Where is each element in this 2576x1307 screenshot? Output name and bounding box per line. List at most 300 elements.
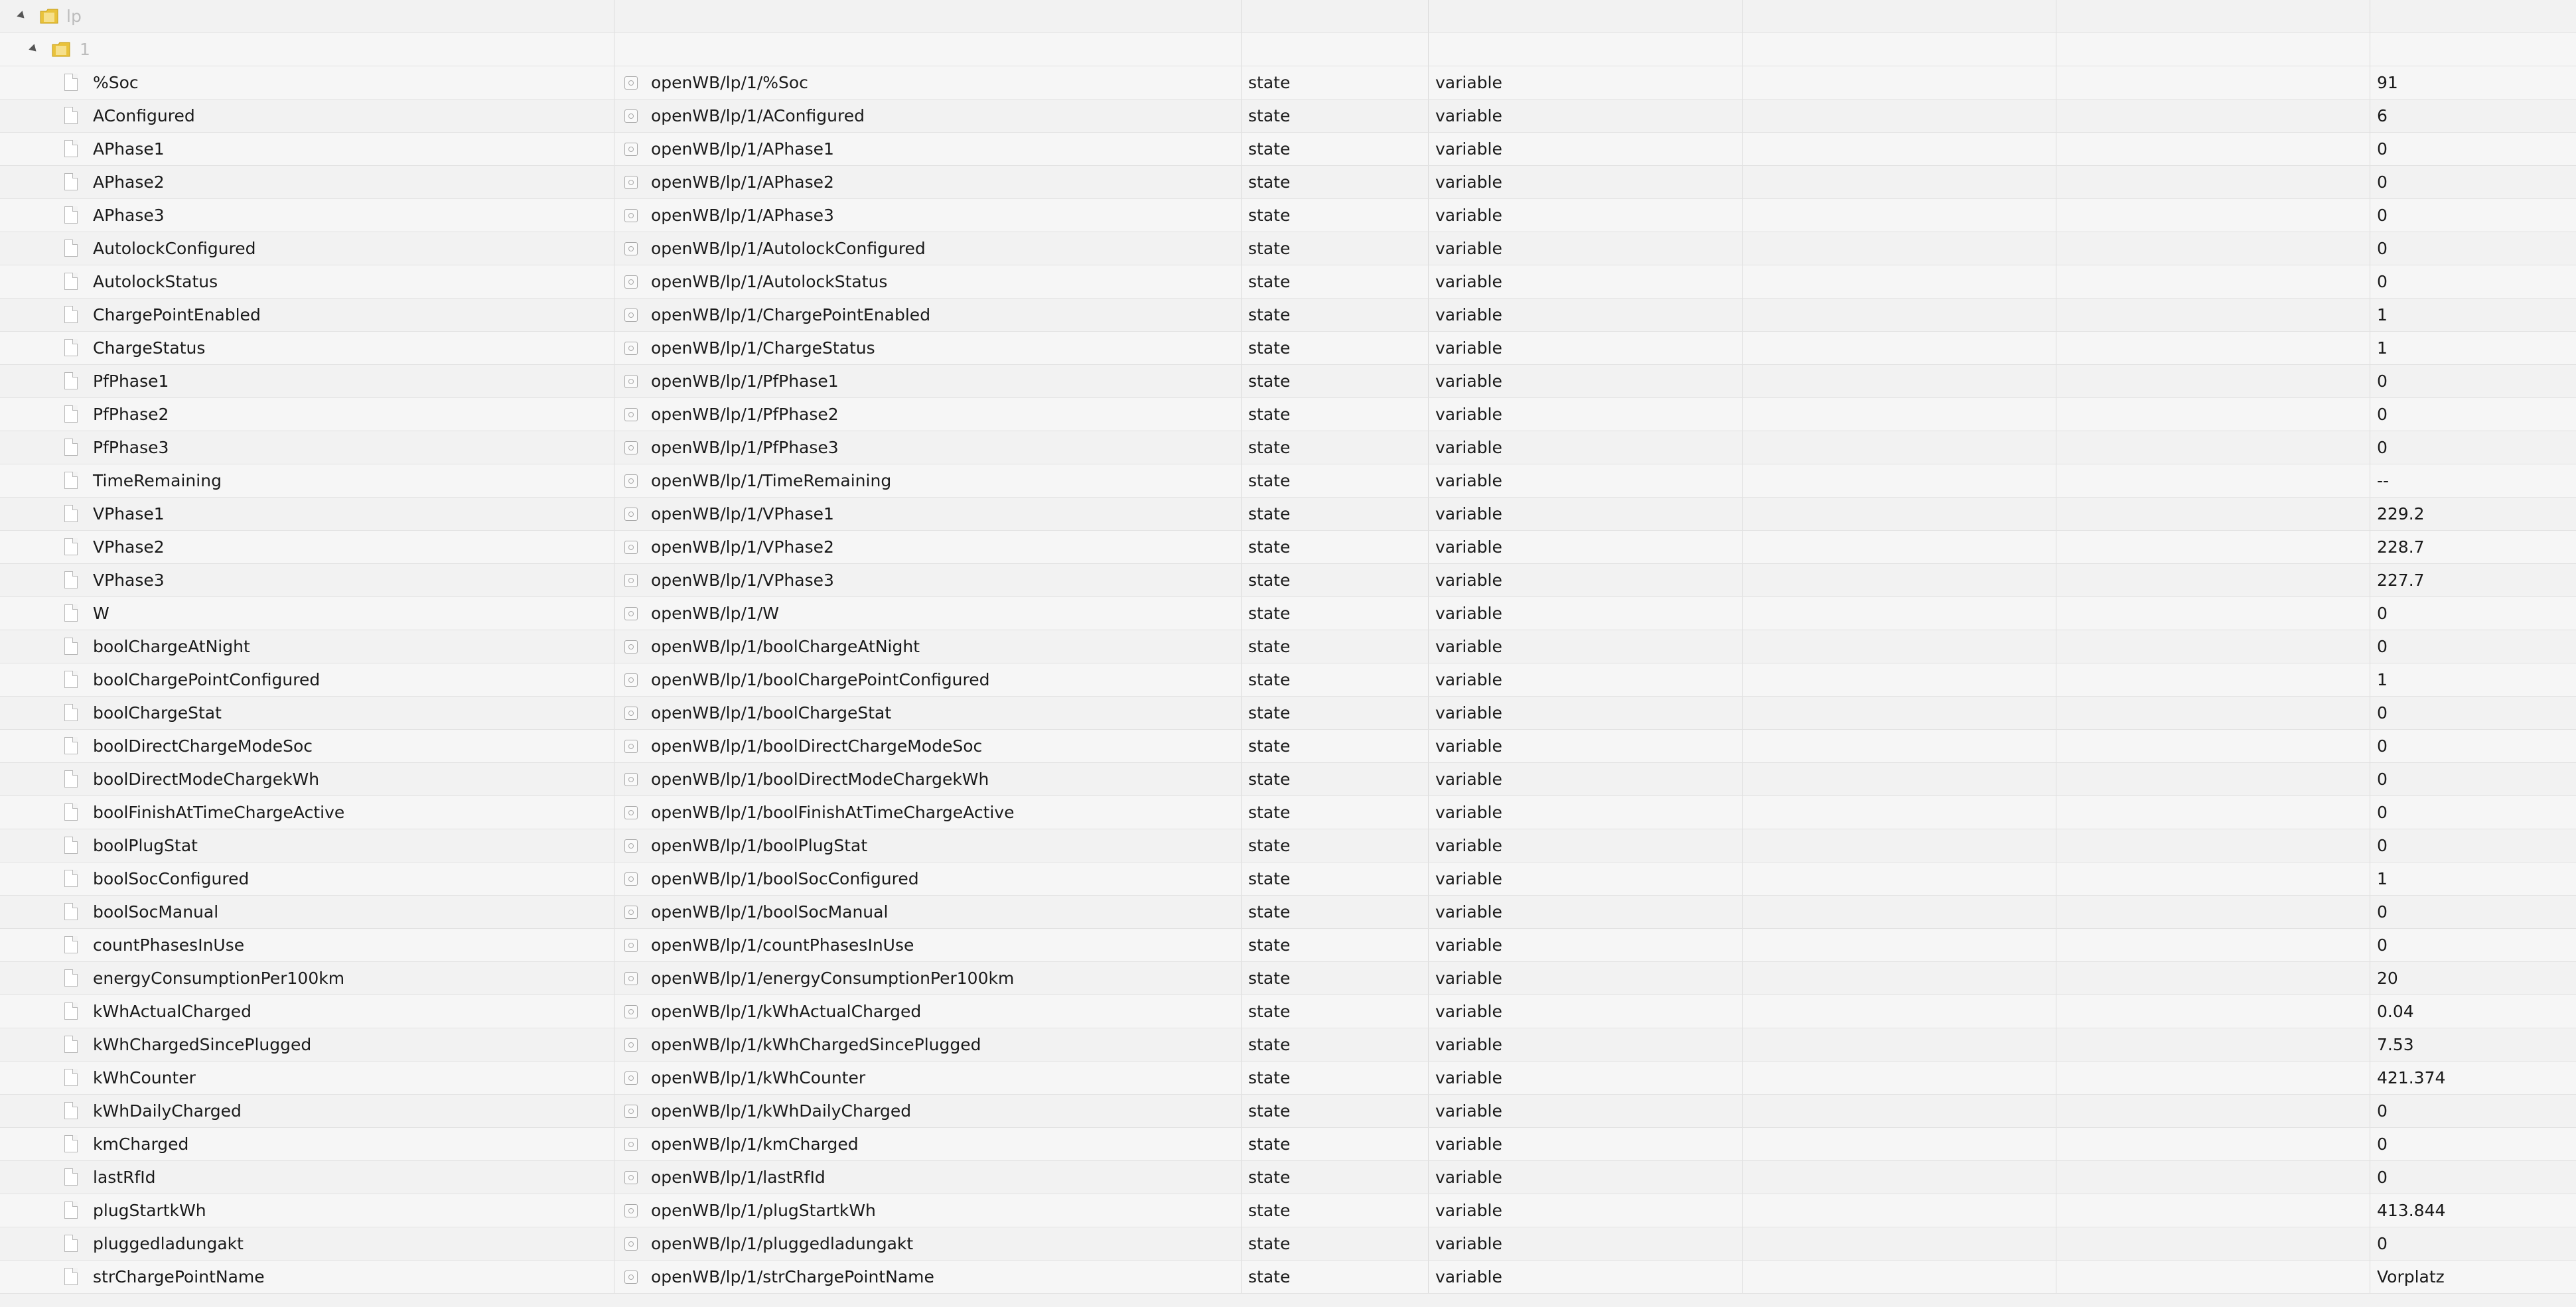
file-icon xyxy=(64,372,78,389)
state-id: openWB/lp/1/lastRfId xyxy=(651,1168,825,1187)
state-value: 227.7 xyxy=(2377,571,2425,590)
table-row[interactable] xyxy=(0,796,2576,829)
value-cell[interactable] xyxy=(2370,133,2576,165)
name-cell xyxy=(0,1227,614,1260)
state-role: state xyxy=(1248,803,1291,822)
file-icon xyxy=(64,206,78,224)
state-name: lastRfId xyxy=(93,1168,156,1187)
state-type: variable xyxy=(1435,969,1502,988)
value-cell[interactable] xyxy=(2370,1062,2576,1094)
state-role: state xyxy=(1248,969,1291,988)
state-type: variable xyxy=(1435,139,1502,159)
value-cell[interactable] xyxy=(2370,265,2576,298)
state-id: openWB/lp/1/boolDirectChargeModeSoc xyxy=(651,736,983,756)
value-cell[interactable] xyxy=(2370,431,2576,464)
table-row[interactable] xyxy=(0,1261,2576,1294)
name-cell xyxy=(0,962,614,995)
folder-label: 1 xyxy=(80,40,90,59)
value-cell[interactable] xyxy=(2370,232,2576,265)
state-value: 0 xyxy=(2377,902,2388,922)
role-cell xyxy=(1242,1261,1429,1293)
table-row[interactable] xyxy=(0,66,2576,100)
state-type: variable xyxy=(1435,338,1502,358)
state-id: openWB/lp/1/PfPhase3 xyxy=(651,438,839,457)
table-row[interactable] xyxy=(0,431,2576,464)
state-name: VPhase2 xyxy=(93,537,165,557)
id-cell xyxy=(614,100,1242,132)
state-type: variable xyxy=(1435,504,1502,523)
id-cell xyxy=(614,199,1242,232)
empty-cell xyxy=(2056,995,2370,1028)
value-cell[interactable] xyxy=(2370,1194,2576,1227)
name-cell xyxy=(0,498,614,530)
value-cell[interactable] xyxy=(2370,531,2576,563)
role-cell xyxy=(1242,265,1429,298)
type-cell xyxy=(1429,896,1743,928)
empty-cell xyxy=(1743,697,2056,729)
table-row[interactable] xyxy=(0,829,2576,862)
role-cell xyxy=(1242,663,1429,696)
value-cell[interactable] xyxy=(2370,597,2576,630)
table-row[interactable] xyxy=(0,1095,2576,1128)
state-type: variable xyxy=(1435,405,1502,424)
state-name: APhase3 xyxy=(93,206,165,225)
state-value: 0 xyxy=(2377,703,2388,722)
value-cell[interactable] xyxy=(2370,365,2576,397)
table-row[interactable] xyxy=(0,862,2576,896)
role-cell xyxy=(1242,597,1429,630)
type-cell xyxy=(1429,630,1743,663)
state-role: state xyxy=(1248,206,1291,225)
empty-cell xyxy=(1743,498,2056,530)
role-cell xyxy=(1242,1062,1429,1094)
empty-cell xyxy=(2056,1062,2370,1094)
state-rows xyxy=(0,66,2576,1294)
state-role: state xyxy=(1248,637,1291,656)
empty-cell xyxy=(2056,663,2370,696)
role-cell xyxy=(1242,829,1429,862)
value-cell[interactable] xyxy=(2370,896,2576,928)
type-cell xyxy=(1429,332,1743,364)
state-value: 0 xyxy=(2377,1234,2388,1253)
object-icon xyxy=(624,242,638,255)
table-row[interactable] xyxy=(0,1227,2576,1261)
state-id: openWB/lp/1/%Soc xyxy=(651,73,808,92)
folder-icon xyxy=(40,9,58,24)
state-value: 0 xyxy=(2377,604,2388,623)
state-type: variable xyxy=(1435,637,1502,656)
state-type: variable xyxy=(1435,1267,1502,1286)
table-row[interactable] xyxy=(0,365,2576,398)
object-icon xyxy=(624,474,638,488)
type-cell xyxy=(1429,1161,1743,1194)
empty-cell xyxy=(1743,398,2056,431)
state-value: 0 xyxy=(2377,736,2388,756)
empty-cell xyxy=(2056,929,2370,961)
object-icon xyxy=(624,972,638,985)
object-icon xyxy=(624,1271,638,1284)
value-cell[interactable] xyxy=(2370,332,2576,364)
name-cell xyxy=(0,730,614,762)
name-cell xyxy=(0,332,614,364)
table-row[interactable] xyxy=(0,962,2576,995)
name-cell xyxy=(0,763,614,795)
file-icon xyxy=(64,140,78,157)
state-role: state xyxy=(1248,1267,1291,1286)
state-role: state xyxy=(1248,106,1291,125)
file-icon xyxy=(64,439,78,456)
table-row[interactable] xyxy=(0,896,2576,929)
state-id: openWB/lp/1/TimeRemaining xyxy=(651,471,892,490)
value-cell[interactable] xyxy=(2370,862,2576,895)
id-cell xyxy=(614,431,1242,464)
state-role: state xyxy=(1248,1201,1291,1220)
state-id: openWB/lp/1/kWhDailyCharged xyxy=(651,1101,912,1121)
id-cell xyxy=(614,663,1242,696)
state-type: variable xyxy=(1435,935,1502,955)
table-row[interactable] xyxy=(0,663,2576,697)
file-icon xyxy=(64,604,78,622)
role-cell xyxy=(1242,796,1429,829)
state-value: 421.374 xyxy=(2377,1068,2446,1087)
role-cell xyxy=(1242,498,1429,530)
state-value: 0 xyxy=(2377,803,2388,822)
state-name: ChargePointEnabled xyxy=(93,305,261,324)
value-cell[interactable] xyxy=(2370,829,2576,862)
role-cell xyxy=(1242,697,1429,729)
file-icon xyxy=(64,306,78,323)
state-role: state xyxy=(1248,372,1291,391)
id-cell xyxy=(614,929,1242,961)
state-value: 0 xyxy=(2377,172,2388,192)
role-cell xyxy=(1242,896,1429,928)
empty-cell xyxy=(2056,133,2370,165)
type-cell xyxy=(1429,398,1743,431)
table-row[interactable] xyxy=(0,398,2576,431)
empty-cell xyxy=(1743,232,2056,265)
id-cell xyxy=(614,133,1242,165)
value-cell[interactable] xyxy=(2370,1261,2576,1293)
value-cell[interactable] xyxy=(2370,299,2576,331)
state-type: variable xyxy=(1435,1101,1502,1121)
state-role: state xyxy=(1248,935,1291,955)
state-id: openWB/lp/1/W xyxy=(651,604,779,623)
name-cell xyxy=(0,299,614,331)
value-cell[interactable] xyxy=(2370,1227,2576,1260)
type-cell xyxy=(1429,1095,1743,1127)
state-type: variable xyxy=(1435,272,1502,291)
state-type: variable xyxy=(1435,703,1502,722)
empty-cell xyxy=(2056,1227,2370,1260)
type-cell xyxy=(1429,531,1743,563)
object-icon xyxy=(624,1071,638,1085)
name-cell xyxy=(0,100,614,132)
value-cell[interactable] xyxy=(2370,199,2576,232)
value-cell[interactable] xyxy=(2370,995,2576,1028)
state-type: variable xyxy=(1435,537,1502,557)
state-id: openWB/lp/1/boolPlugStat xyxy=(651,836,868,855)
table-row[interactable] xyxy=(0,597,2576,630)
name-cell xyxy=(0,33,614,66)
state-value: 0 xyxy=(2377,770,2388,789)
table-row[interactable] xyxy=(0,464,2576,498)
state-role: state xyxy=(1248,405,1291,424)
empty-cell xyxy=(1743,1028,2056,1061)
state-id: openWB/lp/1/AutolockStatus xyxy=(651,272,888,291)
state-value: 0 xyxy=(2377,438,2388,457)
state-value: 1 xyxy=(2377,305,2388,324)
state-id: openWB/lp/1/boolChargeAtNight xyxy=(651,637,920,656)
value-cell[interactable] xyxy=(2370,498,2576,530)
file-icon xyxy=(64,405,78,423)
object-icon xyxy=(624,806,638,819)
empty-cell xyxy=(1743,730,2056,762)
empty-cell xyxy=(1743,796,2056,829)
state-id: openWB/lp/1/boolChargePointConfigured xyxy=(651,670,990,689)
type-cell xyxy=(1429,763,1743,795)
id-cell xyxy=(614,332,1242,364)
object-icon xyxy=(624,872,638,886)
file-icon xyxy=(64,472,78,489)
file-icon xyxy=(64,936,78,953)
object-icon xyxy=(624,275,638,289)
state-id: openWB/lp/1/plugStartkWh xyxy=(651,1201,876,1220)
state-name: VPhase3 xyxy=(93,571,165,590)
value-cell[interactable] xyxy=(2370,630,2576,663)
state-type: variable xyxy=(1435,736,1502,756)
empty-cell xyxy=(1743,663,2056,696)
empty-cell xyxy=(1743,66,2056,99)
value-cell[interactable] xyxy=(2370,100,2576,132)
table-row[interactable] xyxy=(0,995,2576,1028)
state-name: kmCharged xyxy=(93,1135,189,1154)
state-type: variable xyxy=(1435,1135,1502,1154)
table-row[interactable] xyxy=(0,265,2576,299)
value-cell[interactable] xyxy=(2370,1095,2576,1127)
state-value: 0 xyxy=(2377,935,2388,955)
empty-cell xyxy=(2056,962,2370,995)
object-icon xyxy=(624,76,638,90)
name-cell xyxy=(0,464,614,497)
role-cell xyxy=(1242,1194,1429,1227)
table-row[interactable] xyxy=(0,730,2576,763)
name-cell xyxy=(0,398,614,431)
id-cell xyxy=(614,564,1242,596)
state-type: variable xyxy=(1435,1035,1502,1054)
object-icon xyxy=(624,673,638,687)
value-cell[interactable] xyxy=(2370,1128,2576,1160)
file-icon xyxy=(64,770,78,788)
folder-icon xyxy=(52,42,70,57)
value-cell[interactable] xyxy=(2370,166,2576,198)
role-cell xyxy=(1242,464,1429,497)
folder-row-1[interactable] xyxy=(0,33,2576,66)
type-cell xyxy=(1429,365,1743,397)
empty-cell xyxy=(1743,299,2056,331)
file-icon xyxy=(64,538,78,555)
value-cell[interactable] xyxy=(2370,1161,2576,1194)
empty-cell xyxy=(2056,1128,2370,1160)
empty-cell xyxy=(2056,730,2370,762)
state-name: energyConsumptionPer100km xyxy=(93,969,345,988)
name-cell xyxy=(0,133,614,165)
value-cell[interactable] xyxy=(2370,564,2576,596)
value-cell[interactable] xyxy=(2370,697,2576,729)
table-row[interactable] xyxy=(0,133,2576,166)
state-type: variable xyxy=(1435,372,1502,391)
type-cell xyxy=(1429,929,1743,961)
state-value: 0 xyxy=(2377,1168,2388,1187)
id-cell xyxy=(614,464,1242,497)
value-cell[interactable] xyxy=(2370,1028,2576,1061)
state-name: AutolockConfigured xyxy=(93,239,256,258)
value-cell[interactable] xyxy=(2370,730,2576,762)
role-cell xyxy=(1242,630,1429,663)
role-cell xyxy=(1242,299,1429,331)
empty-cell xyxy=(2056,1095,2370,1127)
state-name: boolChargeStat xyxy=(93,703,222,722)
role-cell xyxy=(1242,962,1429,995)
table-row[interactable] xyxy=(0,166,2576,199)
value-cell[interactable] xyxy=(2370,663,2576,696)
state-name: boolChargePointConfigured xyxy=(93,670,321,689)
state-name: PfPhase1 xyxy=(93,372,169,391)
name-cell xyxy=(0,1128,614,1160)
name-cell xyxy=(0,1194,614,1227)
empty-cell xyxy=(2056,697,2370,729)
id-cell xyxy=(614,265,1242,298)
empty-cell xyxy=(2056,166,2370,198)
table-row[interactable] xyxy=(0,697,2576,730)
role-cell xyxy=(1242,431,1429,464)
state-name: boolPlugStat xyxy=(93,836,198,855)
id-cell xyxy=(614,896,1242,928)
table-row[interactable] xyxy=(0,299,2576,332)
name-cell xyxy=(0,697,614,729)
table-row[interactable] xyxy=(0,531,2576,564)
name-cell xyxy=(0,1028,614,1061)
expand-triangle-icon[interactable] xyxy=(29,44,39,54)
empty-cell xyxy=(1743,1194,2056,1227)
empty-cell xyxy=(1743,1261,2056,1293)
state-id: openWB/lp/1/boolDirectModeChargekWh xyxy=(651,770,989,789)
state-role: state xyxy=(1248,1168,1291,1187)
table-row[interactable] xyxy=(0,1128,2576,1161)
id-cell xyxy=(614,862,1242,895)
folder-row-lp[interactable] xyxy=(0,0,2576,33)
state-name: APhase1 xyxy=(93,139,165,159)
id-cell xyxy=(614,697,1242,729)
state-role: state xyxy=(1248,537,1291,557)
state-role: state xyxy=(1248,172,1291,192)
state-id: openWB/lp/1/kWhChargedSincePlugged xyxy=(651,1035,981,1054)
table-row[interactable] xyxy=(0,763,2576,796)
state-name: pluggedladungakt xyxy=(93,1234,244,1253)
id-cell xyxy=(614,1227,1242,1260)
empty-cell xyxy=(1743,464,2056,497)
state-value: 229.2 xyxy=(2377,504,2425,523)
value-cell[interactable] xyxy=(2370,398,2576,431)
table-row[interactable] xyxy=(0,332,2576,365)
type-cell xyxy=(1429,862,1743,895)
object-icon xyxy=(624,640,638,654)
state-role: state xyxy=(1248,670,1291,689)
empty-cell xyxy=(1743,1128,2056,1160)
object-icon xyxy=(624,740,638,753)
state-role: state xyxy=(1248,770,1291,789)
table-row[interactable] xyxy=(0,1062,2576,1095)
empty-cell xyxy=(1743,829,2056,862)
file-icon xyxy=(64,903,78,920)
state-name: AutolockStatus xyxy=(93,272,218,291)
file-icon xyxy=(64,1168,78,1186)
state-name: boolSocManual xyxy=(93,902,219,922)
id-cell xyxy=(614,398,1242,431)
table-row[interactable] xyxy=(0,1028,2576,1062)
name-cell xyxy=(0,232,614,265)
expand-triangle-icon[interactable] xyxy=(17,11,27,21)
type-cell xyxy=(1429,431,1743,464)
state-name: ChargeStatus xyxy=(93,338,206,358)
value-cell[interactable] xyxy=(2370,763,2576,795)
table-row[interactable] xyxy=(0,498,2576,531)
object-icon xyxy=(624,508,638,521)
value-cell[interactable] xyxy=(2370,464,2576,497)
state-id: openWB/lp/1/PfPhase1 xyxy=(651,372,839,391)
state-name: APhase2 xyxy=(93,172,165,192)
name-cell xyxy=(0,1261,614,1293)
empty-cell xyxy=(2056,896,2370,928)
empty-cell xyxy=(2056,630,2370,663)
table-row[interactable] xyxy=(0,1194,2576,1227)
state-id: openWB/lp/1/APhase1 xyxy=(651,139,834,159)
id-cell xyxy=(614,829,1242,862)
type-cell xyxy=(1429,1261,1743,1293)
state-role: state xyxy=(1248,736,1291,756)
value-cell[interactable] xyxy=(2370,929,2576,961)
state-name: strChargePointName xyxy=(93,1267,265,1286)
file-icon xyxy=(64,273,78,290)
role-cell xyxy=(1242,730,1429,762)
role-cell xyxy=(1242,66,1429,99)
id-cell xyxy=(614,630,1242,663)
empty-cell xyxy=(1743,365,2056,397)
file-icon xyxy=(64,704,78,721)
file-icon xyxy=(64,737,78,754)
state-id: openWB/lp/1/ChargePointEnabled xyxy=(651,305,931,324)
empty-cell xyxy=(1743,133,2056,165)
value-cell[interactable] xyxy=(2370,962,2576,995)
state-id: openWB/lp/1/PfPhase2 xyxy=(651,405,839,424)
value-cell[interactable] xyxy=(2370,66,2576,99)
table-row[interactable] xyxy=(0,929,2576,962)
table-row[interactable] xyxy=(0,630,2576,663)
table-row[interactable] xyxy=(0,232,2576,265)
table-row[interactable] xyxy=(0,199,2576,232)
table-row[interactable] xyxy=(0,1161,2576,1194)
type-cell xyxy=(1429,1194,1743,1227)
state-name: boolFinishAtTimeChargeActive xyxy=(93,803,345,822)
table-row[interactable] xyxy=(0,100,2576,133)
table-row[interactable] xyxy=(0,564,2576,597)
object-icon xyxy=(624,309,638,322)
state-type: variable xyxy=(1435,902,1502,922)
value-cell[interactable] xyxy=(2370,796,2576,829)
state-role: state xyxy=(1248,338,1291,358)
state-value: 228.7 xyxy=(2377,537,2425,557)
object-icon xyxy=(624,1005,638,1018)
empty-cell xyxy=(2056,763,2370,795)
